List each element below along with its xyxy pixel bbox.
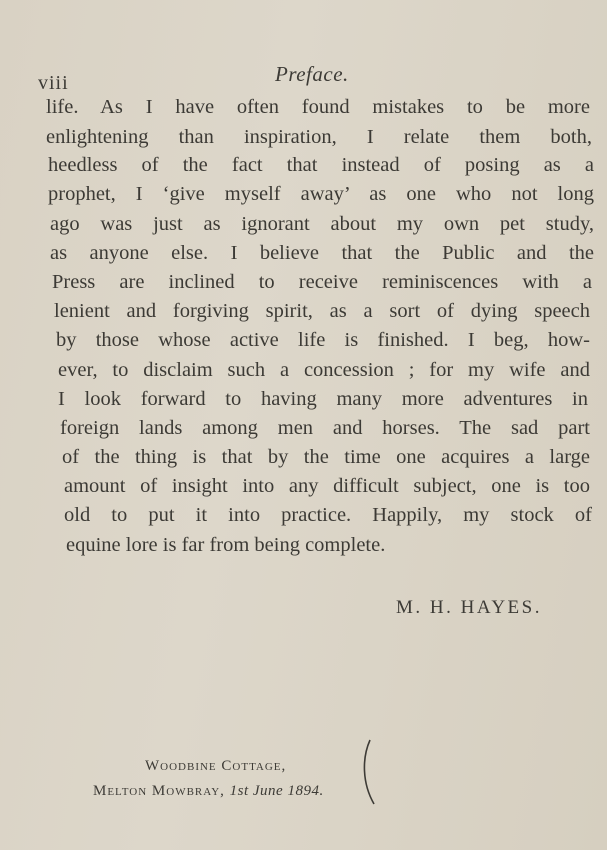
address-line-2 <box>93 783 324 800</box>
text-line: equine lore is far from being complete. <box>66 534 386 556</box>
text-line: ever, to disclaim such a concession ; for my wife and <box>58 359 590 381</box>
text-line: old to put it into practice. Happily, my stock of <box>64 504 592 526</box>
author-signature: M. H. HAYES. <box>396 597 542 618</box>
text-line: amount of insight into any difficult subject, one is too <box>64 475 590 497</box>
text-line: I look forward to having many more adventures in <box>58 388 588 410</box>
address-place: Melton Mowbray, <box>93 783 225 799</box>
address-date: 1st June 1894. <box>229 783 324 799</box>
page-number: viii <box>38 72 69 94</box>
right-bracket-mark <box>356 738 380 808</box>
bracket-stroke <box>364 740 374 804</box>
text-line: life. As I have often found mistakes to be more <box>46 96 590 118</box>
text-line: enlightening than inspiration, I relate them both, <box>46 126 592 148</box>
running-head: Preface. <box>275 62 349 86</box>
text-line: heedless of the fact that instead of posing as a <box>48 154 594 176</box>
text-line: of the thing is that by the time one acquires a large <box>62 446 590 468</box>
text-line: prophet, I ‘give myself away’ as one who not long <box>48 183 594 205</box>
text-line: by those whose active life is finished. I beg, how- <box>56 329 590 351</box>
text-line: lenient and forgiving spirit, as a sort of dying speech <box>54 300 590 322</box>
text-line: Press are inclined to receive reminiscences with a <box>52 271 592 293</box>
address-line-1: Woodbine Cottage, <box>145 758 287 774</box>
text-line: as anyone else. I believe that the Public and the <box>50 242 594 264</box>
text-line: foreign lands among men and horses. The sad part <box>60 417 590 439</box>
text-line: ago was just as ignorant about my own pet study, <box>50 213 594 235</box>
